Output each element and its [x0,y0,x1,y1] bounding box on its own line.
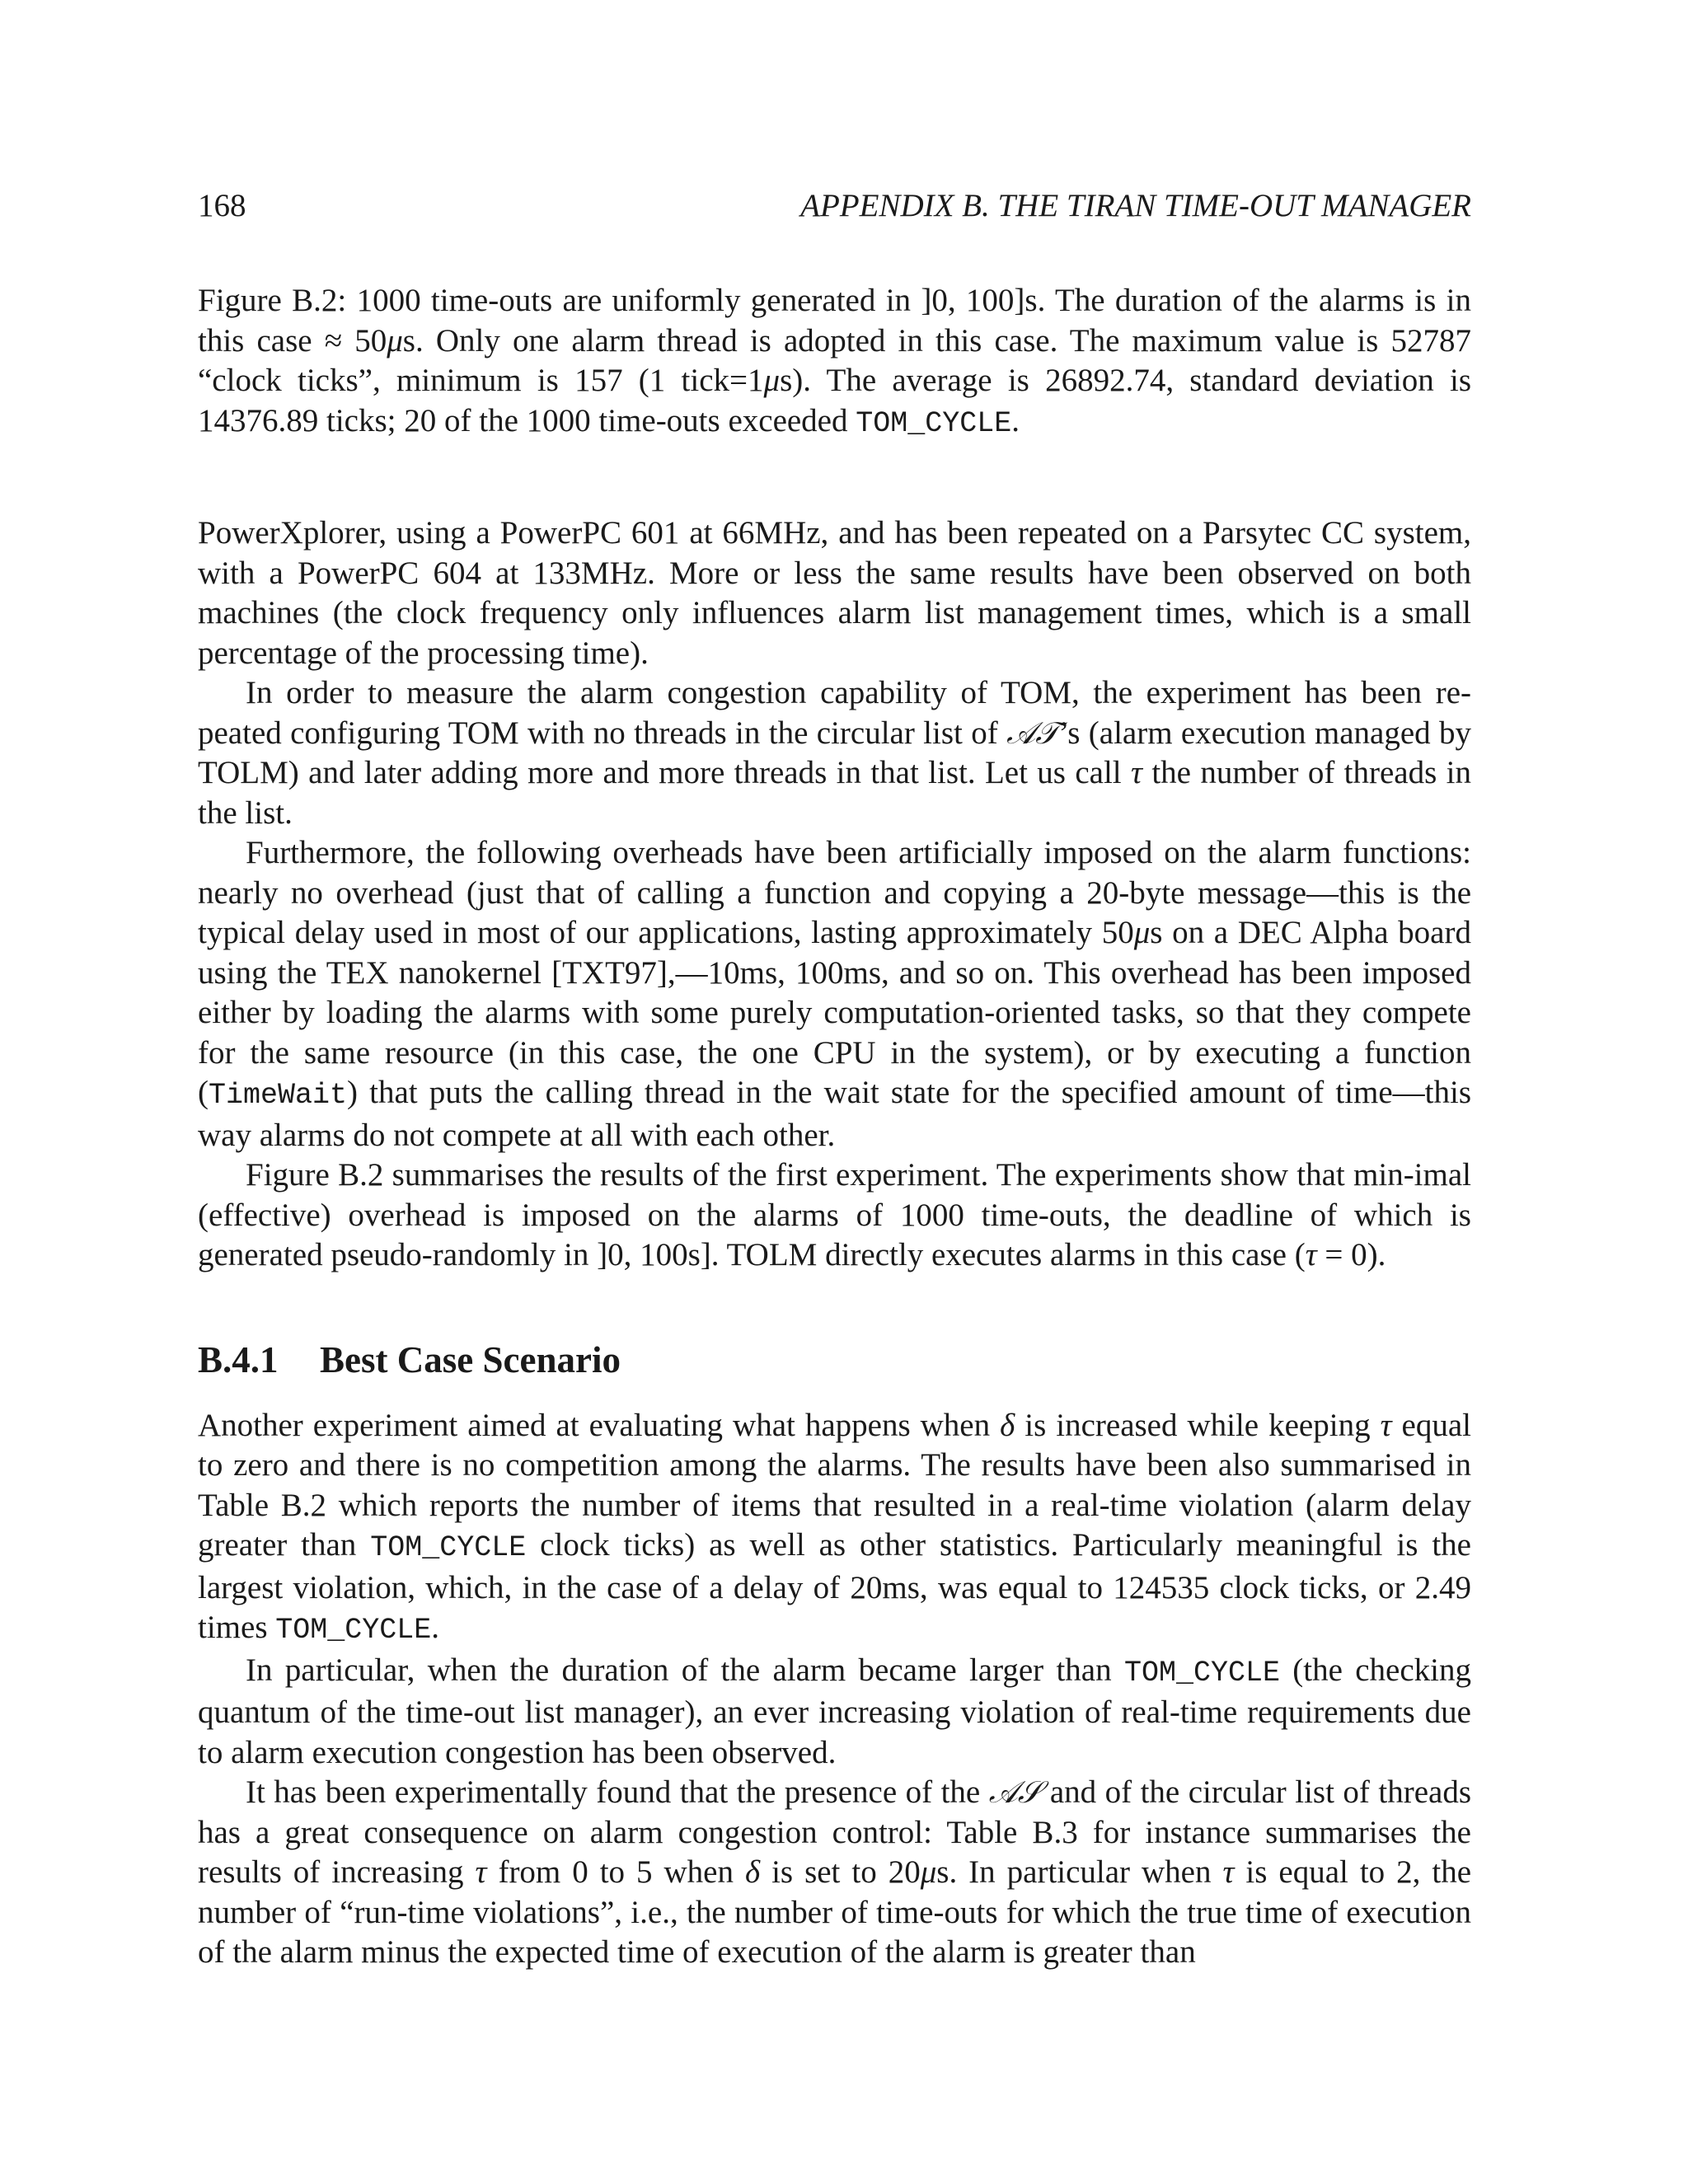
text: clock ticks) as well as other statistics. Particularly meaningful is the largest violation, which, in the case of a delay of 20ms, was equal to 124535 clock ticks, or 2.49 times [198,1527,1471,1645]
text: s. In particular when [936,1854,1223,1890]
code-tom-cycle: TOM_CYCLE [856,406,1012,440]
text: equal to zero and there is no competition among the alarms. The results have been also summarised in Table B.2 which reports the number of items that resulted in a real-time violation (alarm delay greater than [198,1407,1471,1563]
text: (the checking quantum of the time-out list manager), an ever increasing violation of real-time requirements due to alarm execution congestion has been observed. [198,1652,1471,1770]
paragraph-1: PowerXplorer, using a PowerPC 601 at 66MHz, and has been repeated on a Parsytec CC system, with a PowerPC 604 at 133MHz. More or less the same results have been observed on both machines (the clock frequency only influences alarm list management times, which is a small percentage of the processing time). [198,515,1471,671]
text: ) that puts the calling thread in the wait state for the specified amount of time—this way alarms do not compete at all with each other. [198,1075,1471,1153]
text: Furthermore, the following overheads have been artificially imposed on the alarm functions: nearly no overhead (just that of calling a function and copying a 20-byte message—this is the typical delay used in most of our applications, lasting approximately [198,835,1471,950]
math-as: 𝒜𝒮 [988,1774,1042,1810]
text: from 0 to 5 when [486,1854,745,1890]
text: In order to measure the alarm congestion capability of TOM, the experiment has been re-peated configuring TOM with no threads in the circular list of [198,675,1471,751]
text: is increased while keeping [1015,1407,1381,1443]
code-tom-cycle: TOM_CYCLE [1123,1656,1280,1690]
page-number: 168 [198,188,246,223]
section-number: B.4.1 [198,1338,279,1380]
math-at: 𝒜𝒯 [1006,715,1059,751]
math-delta: δ [1000,1407,1015,1443]
code-timewait: TimeWait [209,1079,348,1112]
caption-mu: μ [763,363,781,398]
caption-mu: μ [387,322,403,359]
paragraph-4 [198,1155,1471,1276]
caption-text: Figure B.2: 1000 time-outs are uniformly generated in [198,283,921,318]
running-header [198,186,1471,226]
text: s on a DEC Alpha board using the TEX nanokernel [TXT97],—10ms, 100ms, and so on. This overhead has been imposed either by loading the alarms with some purely computation-oriented tasks, so that they compete for the same resource (in this case, the one CPU in the system), or by executing a function ( [198,915,1471,1110]
caption-text: s. Only one alarm thread is adopted in this case. The maximum value is 52787 “clock ticks”, minimum is 157 (1 tick=1 [198,322,1471,398]
text: and of the circular list of threads has a great consequence on alarm congestion control: Table B.3 for instance summarises the results of increasing [198,1774,1471,1890]
paragraph-6 [198,1651,1471,1774]
text: ’s (alarm execution managed by TOLM) and later adding more and more threads in that list. Let us call [198,715,1471,790]
paragraph-7 [198,1773,1471,1973]
caption-text: s). The average is 26892.74, standard deviation is 14376.89 ticks; 20 of the 1000 time-outs exceeded [198,363,1472,438]
caption-text: . [1011,402,1020,438]
math-delta: δ [744,1854,761,1890]
math-duration: 50 [1101,915,1134,950]
text: In particular, when the duration of the alarm became larger than [246,1652,1124,1688]
text: is equal to 2, the number of “run-time violations”, i.e., the number of time-outs for which the true time of execution of the alarm minus the expected time of execution of the alarm is greater than [198,1854,1472,1970]
math-mu: μ [920,1854,937,1890]
math-tau: τ [1305,1237,1317,1272]
paragraph-3 [198,833,1471,1155]
caption-duration: 50 [354,322,387,359]
caption-text: s. The duration of the alarms is in this case ≈ [198,283,1471,359]
page [198,186,1471,1973]
code-tom-cycle: TOM_CYCLE [275,1614,432,1647]
math-tau: τ [475,1854,487,1890]
text: the number of threads in the list. [198,755,1471,831]
math-tau: τ [1380,1407,1392,1443]
text: It has been experimentally found that the presence of the [246,1774,989,1810]
math-duration: 20 [888,1854,921,1890]
figure-caption [198,281,1471,443]
math-interval: ]0, 100s] [597,1237,711,1272]
math-equals: = 0 [1316,1237,1367,1272]
text: . [431,1610,440,1645]
math-mu: μ [1133,915,1151,950]
caption-interval: ]0, 100] [921,283,1025,318]
math-tau: τ [1222,1854,1235,1890]
section-title: Best Case Scenario [320,1338,621,1380]
text: Figure B.2 summarises the results of the first experiment. The experiments show that min-imal (effective) overhead is imposed on the alarms of 1000 time-outs, the deadline of which is generated pseudo-randomly in [198,1157,1471,1272]
section-heading [198,1337,1471,1383]
running-title: APPENDIX B. THE TIRAN TIME-OUT MANAGER [800,188,1471,223]
text: ). [1367,1237,1386,1272]
text: Another experiment aimed at evaluating what happens when [198,1407,1001,1443]
paragraph-2 [198,673,1471,833]
paragraph-5 [198,1406,1471,1651]
text: is set to [760,1854,889,1890]
code-tom-cycle: TOM_CYCLE [370,1531,527,1564]
text: . TOLM directly executes alarms in this case ( [710,1237,1306,1272]
math-tau: τ [1130,755,1142,790]
